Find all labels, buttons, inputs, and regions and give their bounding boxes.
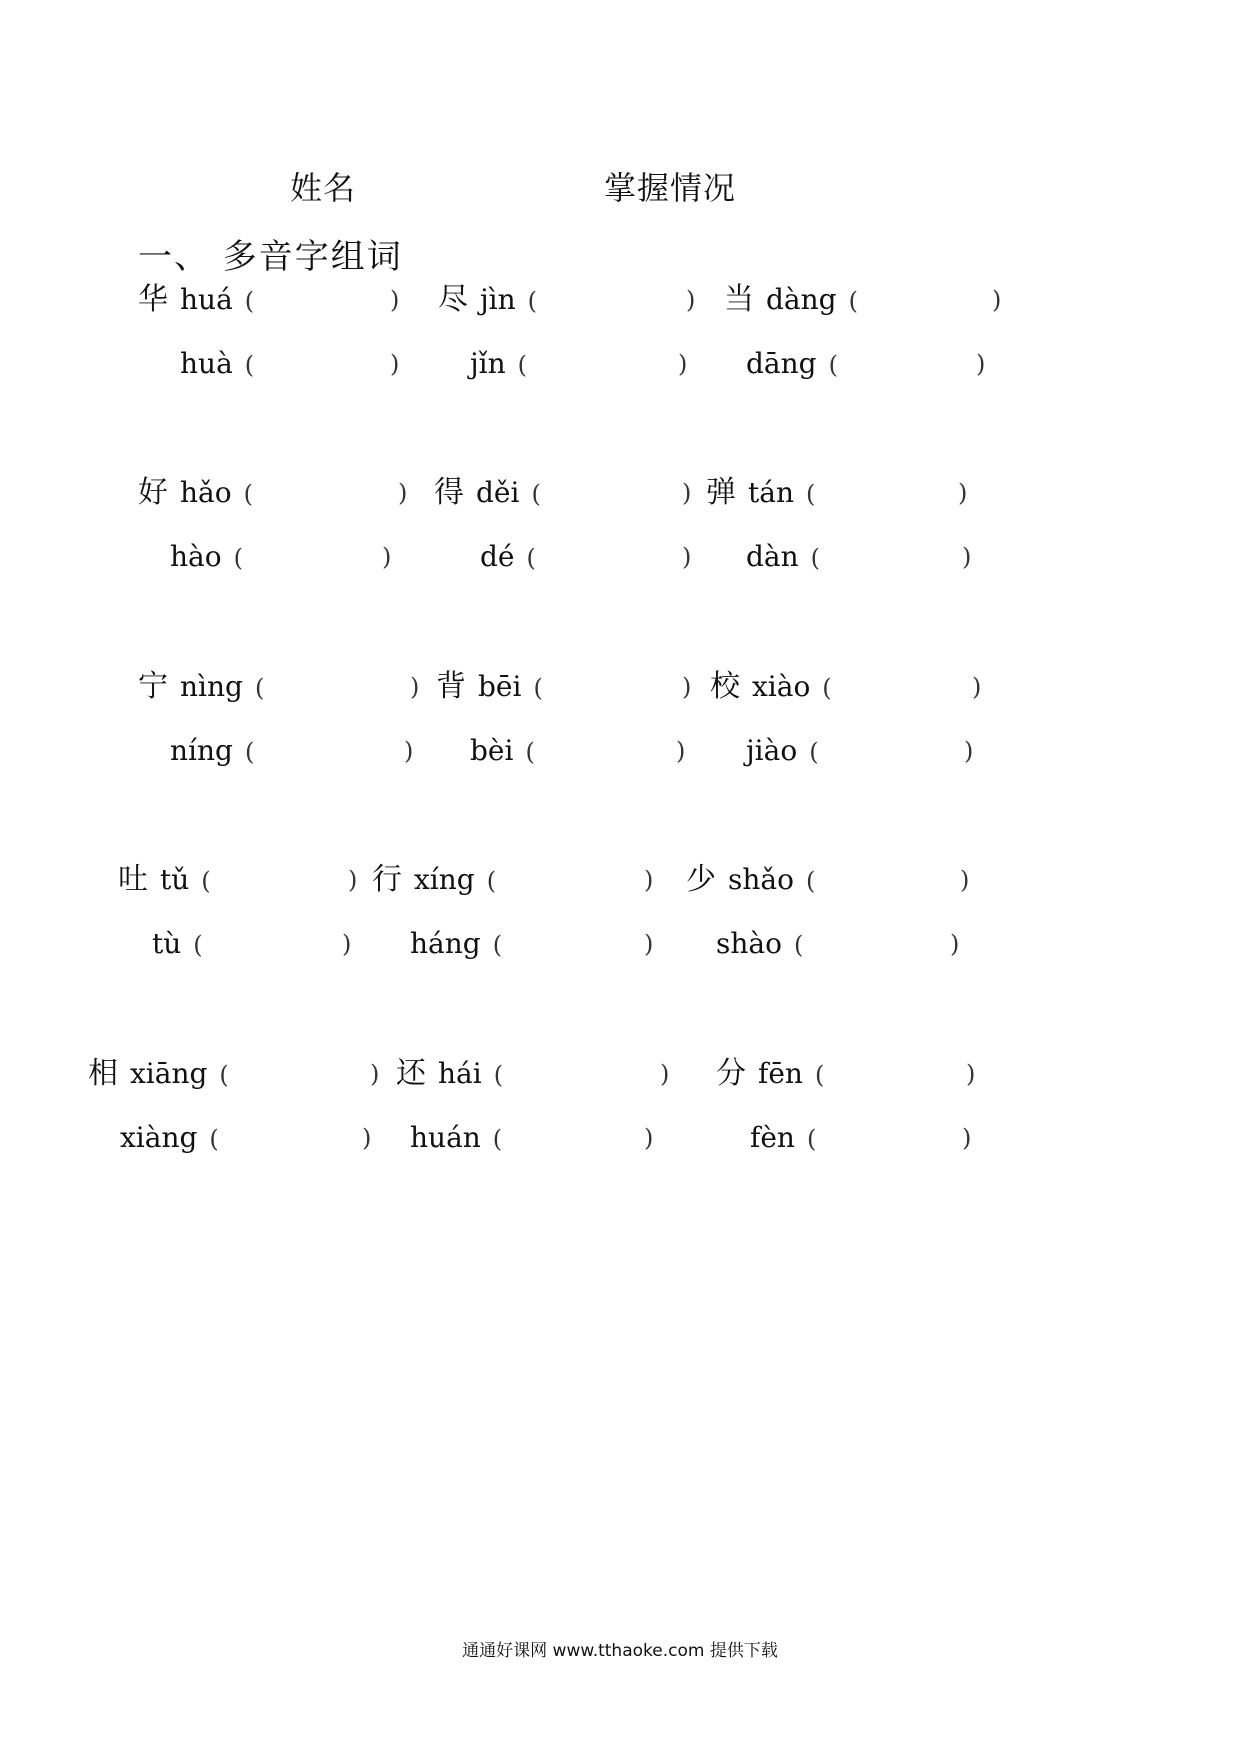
- hanzi-char: 得: [434, 475, 464, 510]
- polyphone-entry: [746, 733, 819, 770]
- open-paren: (: [243, 480, 253, 508]
- pinyin-text: tù: [152, 927, 182, 960]
- open-paren: (: [244, 351, 255, 379]
- open-paren: (: [486, 867, 497, 895]
- hanzi-char: 背: [436, 669, 466, 704]
- close-paren: ): [682, 543, 692, 571]
- close-paren: ): [390, 350, 400, 378]
- pinyin-text: háng: [410, 927, 481, 960]
- open-paren: (: [805, 867, 816, 895]
- close-paren: ): [644, 1124, 654, 1152]
- close-paren: ): [962, 543, 972, 571]
- hanzi-char: 少: [686, 862, 716, 897]
- close-paren: ): [362, 1124, 372, 1152]
- pinyin-text: bēi: [478, 670, 522, 703]
- open-paren: (: [822, 674, 832, 702]
- hanzi-char: 吐: [118, 862, 148, 897]
- pinyin-text: fēn: [758, 1057, 803, 1090]
- close-paren: ): [962, 1124, 972, 1152]
- close-paren: ): [950, 930, 960, 958]
- close-paren: ): [678, 350, 688, 378]
- close-paren: ): [992, 286, 1002, 314]
- open-paren: (: [526, 544, 536, 572]
- open-paren: (: [809, 738, 819, 766]
- polyphone-entry: [118, 862, 211, 899]
- pinyin-text: hǎo: [180, 476, 232, 509]
- open-paren: (: [254, 674, 265, 702]
- polyphone-entry: [152, 926, 203, 963]
- close-paren: ): [660, 1060, 670, 1088]
- pinyin-text: nìng: [180, 670, 243, 703]
- pinyin-text: xíng: [414, 863, 475, 896]
- polyphone-entry: [138, 669, 264, 706]
- open-paren: (: [517, 351, 528, 379]
- polyphone-entry: [170, 733, 254, 770]
- close-paren: ): [390, 286, 400, 314]
- polyphone-entry: [180, 346, 254, 383]
- open-paren: (: [492, 1125, 503, 1153]
- close-paren: ): [972, 673, 982, 701]
- pinyin-text: shào: [716, 927, 782, 960]
- hanzi-char: 华: [138, 282, 168, 317]
- close-paren: ): [682, 673, 692, 701]
- open-paren: (: [533, 674, 543, 702]
- close-paren: ): [966, 1060, 976, 1088]
- close-paren: ): [676, 737, 686, 765]
- pinyin-text: huá: [180, 283, 233, 316]
- close-paren: ): [644, 930, 654, 958]
- pinyin-text: jiào: [746, 734, 798, 767]
- polyphone-entry: [138, 475, 253, 512]
- polyphone-entry: [410, 1120, 502, 1157]
- pinyin-text: shǎo: [728, 863, 794, 896]
- polyphone-entry: [372, 862, 496, 899]
- polyphone-entry: [436, 669, 543, 706]
- pinyin-text: hái: [438, 1057, 482, 1090]
- open-paren: (: [531, 480, 541, 508]
- pinyin-text: fèn: [750, 1121, 795, 1154]
- hanzi-char: 尽: [438, 282, 468, 317]
- close-paren: ): [686, 286, 696, 314]
- polyphone-entry: [710, 669, 832, 706]
- footer-text: 通通好课网 www.tthaoke.com 提供下载: [462, 1641, 778, 1661]
- polyphone-entry: [170, 539, 243, 576]
- open-paren: (: [233, 544, 243, 572]
- open-paren: (: [492, 931, 503, 959]
- pinyin-text: huán: [410, 1121, 481, 1154]
- hanzi-char: 分: [716, 1056, 746, 1091]
- close-paren: ): [644, 866, 654, 894]
- close-paren: ): [370, 1060, 380, 1088]
- open-paren: (: [814, 1061, 825, 1089]
- open-paren: (: [493, 1061, 504, 1089]
- pinyin-text: xiāng: [130, 1057, 208, 1090]
- open-paren: (: [805, 480, 816, 508]
- hanzi-char: 弹: [706, 475, 736, 510]
- close-paren: ): [976, 350, 986, 378]
- hanzi-char: 还: [396, 1056, 426, 1091]
- polyphone-entry: [438, 282, 537, 319]
- polyphone-entry: [434, 475, 541, 512]
- pinyin-text: tán: [748, 476, 794, 509]
- name-label: 姓名: [290, 169, 357, 207]
- polyphone-entry: [706, 475, 815, 512]
- open-paren: (: [193, 931, 203, 959]
- close-paren: ): [348, 866, 358, 894]
- pinyin-text: dāng: [746, 347, 817, 380]
- open-paren: (: [244, 287, 255, 315]
- open-paren: (: [848, 287, 858, 315]
- open-paren: (: [793, 931, 804, 959]
- close-paren: ): [964, 737, 974, 765]
- pinyin-text: níng: [170, 734, 233, 767]
- polyphone-entry: [470, 733, 535, 770]
- open-paren: (: [219, 1061, 229, 1089]
- pinyin-text: jǐn: [470, 347, 506, 380]
- open-paren: (: [244, 738, 255, 766]
- pinyin-text: xiàng: [120, 1121, 198, 1154]
- polyphone-entry: [716, 1056, 824, 1093]
- pinyin-text: xiào: [752, 670, 811, 703]
- pinyin-text: tǔ: [160, 863, 190, 896]
- polyphone-entry: [410, 926, 502, 963]
- close-paren: ): [382, 543, 392, 571]
- open-paren: (: [201, 867, 211, 895]
- polyphone-entry: [724, 282, 858, 319]
- polyphone-entry: [750, 1120, 816, 1157]
- open-paren: (: [810, 544, 821, 572]
- pinyin-text: huà: [180, 347, 233, 380]
- pinyin-text: jìn: [480, 283, 516, 316]
- open-paren: (: [527, 287, 538, 315]
- hanzi-char: 相: [88, 1056, 118, 1091]
- close-paren: ): [404, 737, 414, 765]
- section-title: 一、 多音字组词: [138, 237, 403, 277]
- open-paren: (: [209, 1125, 219, 1153]
- polyphone-entry: [470, 346, 527, 383]
- close-paren: ): [958, 479, 968, 507]
- hanzi-char: 好: [138, 475, 168, 510]
- polyphone-entry: [686, 862, 815, 899]
- open-paren: (: [828, 351, 838, 379]
- close-paren: ): [960, 866, 970, 894]
- hanzi-char: 当: [724, 282, 754, 317]
- mastery-label: 掌握情况: [604, 169, 737, 207]
- polyphone-entry: [88, 1056, 229, 1093]
- pinyin-text: dàn: [746, 540, 799, 573]
- hanzi-char: 行: [372, 862, 402, 897]
- hanzi-char: 校: [710, 669, 740, 704]
- hanzi-char: 宁: [138, 669, 168, 704]
- polyphone-entry: [746, 346, 838, 383]
- pinyin-text: dàng: [766, 283, 837, 316]
- polyphone-entry: [746, 539, 820, 576]
- close-paren: ): [398, 479, 408, 507]
- pinyin-text: hào: [170, 540, 222, 573]
- close-paren: ): [342, 930, 352, 958]
- polyphone-entry: [480, 539, 536, 576]
- pinyin-text: děi: [476, 476, 520, 509]
- close-paren: ): [410, 673, 420, 701]
- polyphone-entry: [716, 926, 803, 963]
- polyphone-entry: [120, 1120, 219, 1157]
- open-paren: (: [806, 1125, 817, 1153]
- polyphone-entry: [396, 1056, 503, 1093]
- open-paren: (: [525, 738, 535, 766]
- pinyin-text: bèi: [470, 734, 514, 767]
- pinyin-text: dé: [480, 540, 515, 573]
- polyphone-entry: [138, 282, 254, 319]
- close-paren: ): [682, 479, 692, 507]
